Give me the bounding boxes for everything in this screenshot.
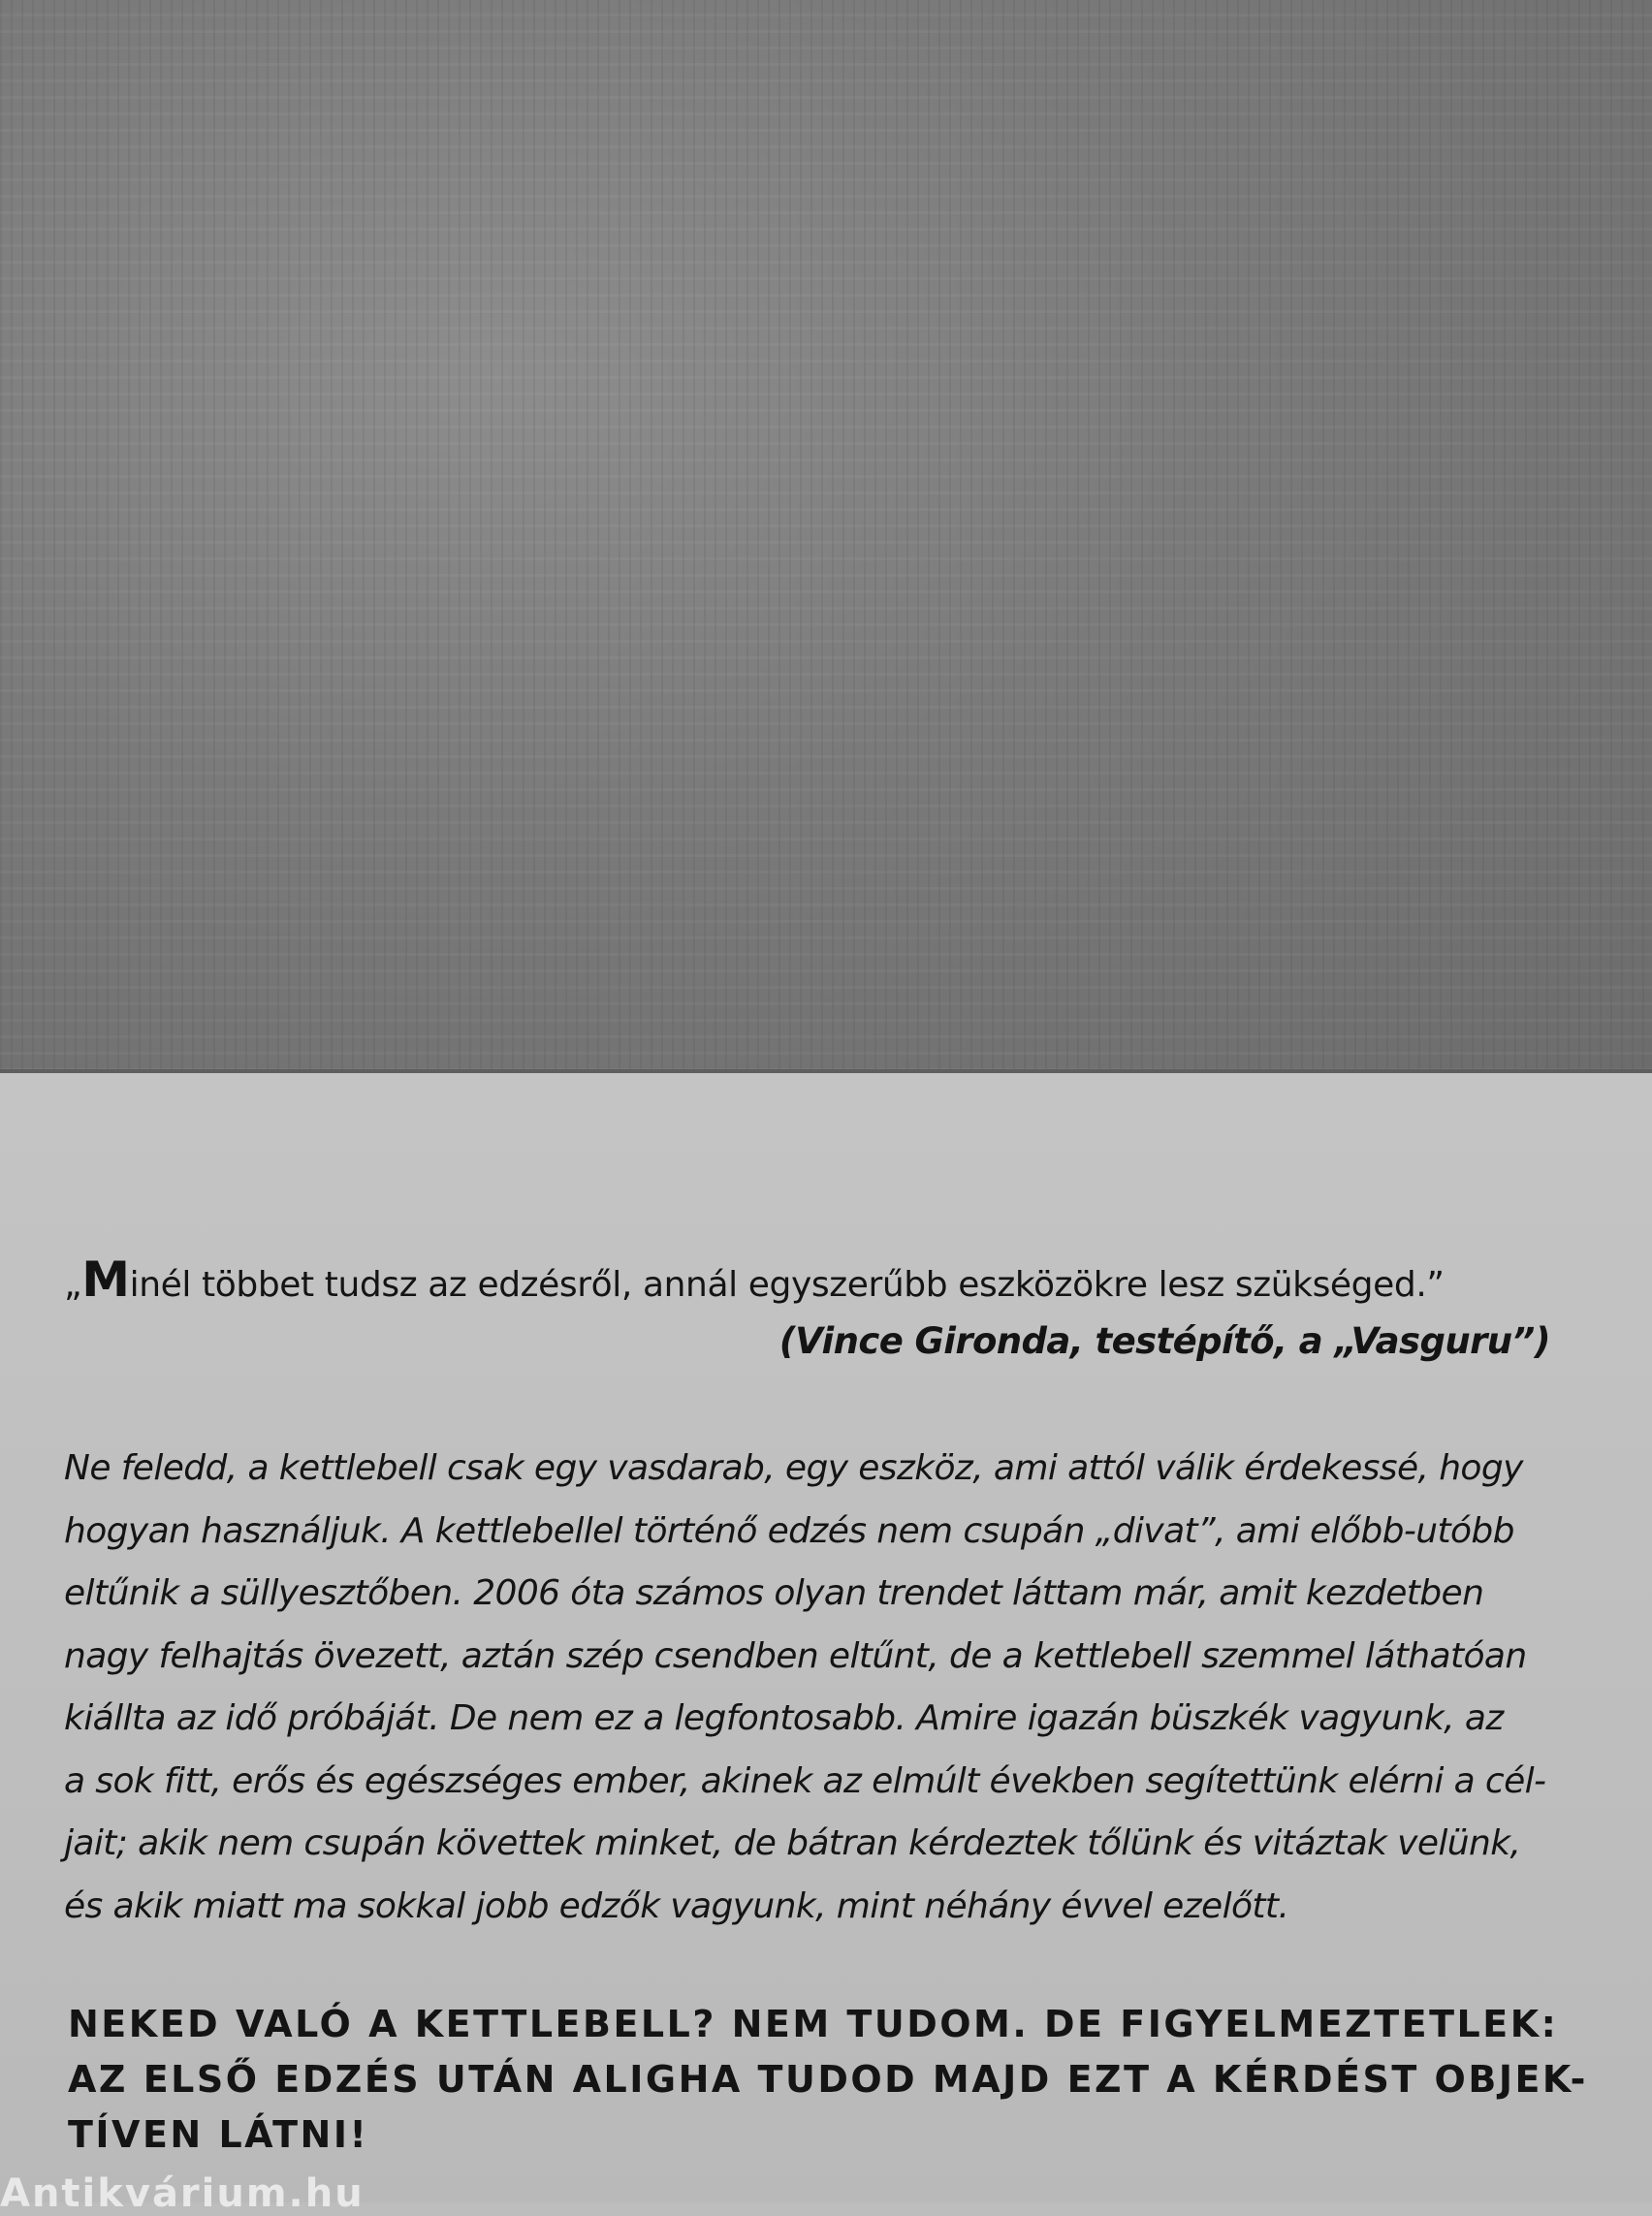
body-paragraph [64, 1438, 1557, 1938]
paragraph-line: és akik miatt ma sokkal jobb edzők vagyunk, mint néhány évvel ezelőtt. [64, 1885, 1289, 1926]
paragraph-line: hogyan használjuk. A kettlebellel történő edzés nem csupán „divat”, ami előbb-utóbb [64, 1510, 1514, 1551]
quote-attribution: (Vince Gironda, testépítő, a „Vasguru”) [778, 1320, 1550, 1362]
closing-line: TÍVEN LÁTNI! [68, 2113, 369, 2156]
paragraph-line: jait; akik nem csupán követtek minket, de bátran kérdeztek tőlünk és vitáztak velünk, [64, 1823, 1521, 1863]
paragraph-line: a sok fitt, erős és egészséges ember, akinek az elmúlt években segítettünk elérni a cél- [64, 1760, 1546, 1801]
opening-quote [64, 1251, 1557, 1308]
watermark: Antikvárium.hu [0, 2171, 365, 2216]
quote-first-letter: M [81, 1251, 130, 1308]
quote-open-mark: „ [64, 1265, 82, 1305]
paragraph-line: nagy felhajtás övezett, aztán szép csendben eltűnt, de a kettlebell szemmel láthatóan [64, 1635, 1527, 1676]
paragraph-line: eltűnik a süllyesztőben. 2006 óta számos olyan trendet láttam már, amit kezdetben [64, 1573, 1484, 1613]
closing-line: NEKED VALÓ A KETTLEBELL? NEM TUDOM. DE FIGYELMEZTETLEK: [68, 2003, 1559, 2045]
quote-text: inél többet tudsz az edzésről, annál egyszerűbb eszközökre lesz szükséged.” [129, 1265, 1445, 1305]
paragraph-line: Ne feledd, a kettlebell csak egy vasdarab, egy eszköz, ami attól válik érdekessé, hogy [64, 1448, 1523, 1488]
paragraph-line: kiállta az idő próbáját. De nem ez a legfontosabb. Amire igazán büszkék vagyunk, az [64, 1698, 1504, 1738]
closing-line: AZ ELSŐ EDZÉS UTÁN ALIGHA TUDOD MAJD EZT A KÉRDÉST OBJEK- [68, 2058, 1588, 2101]
closing-statement [68, 1997, 1588, 2163]
cover-photo [0, 0, 1652, 1071]
